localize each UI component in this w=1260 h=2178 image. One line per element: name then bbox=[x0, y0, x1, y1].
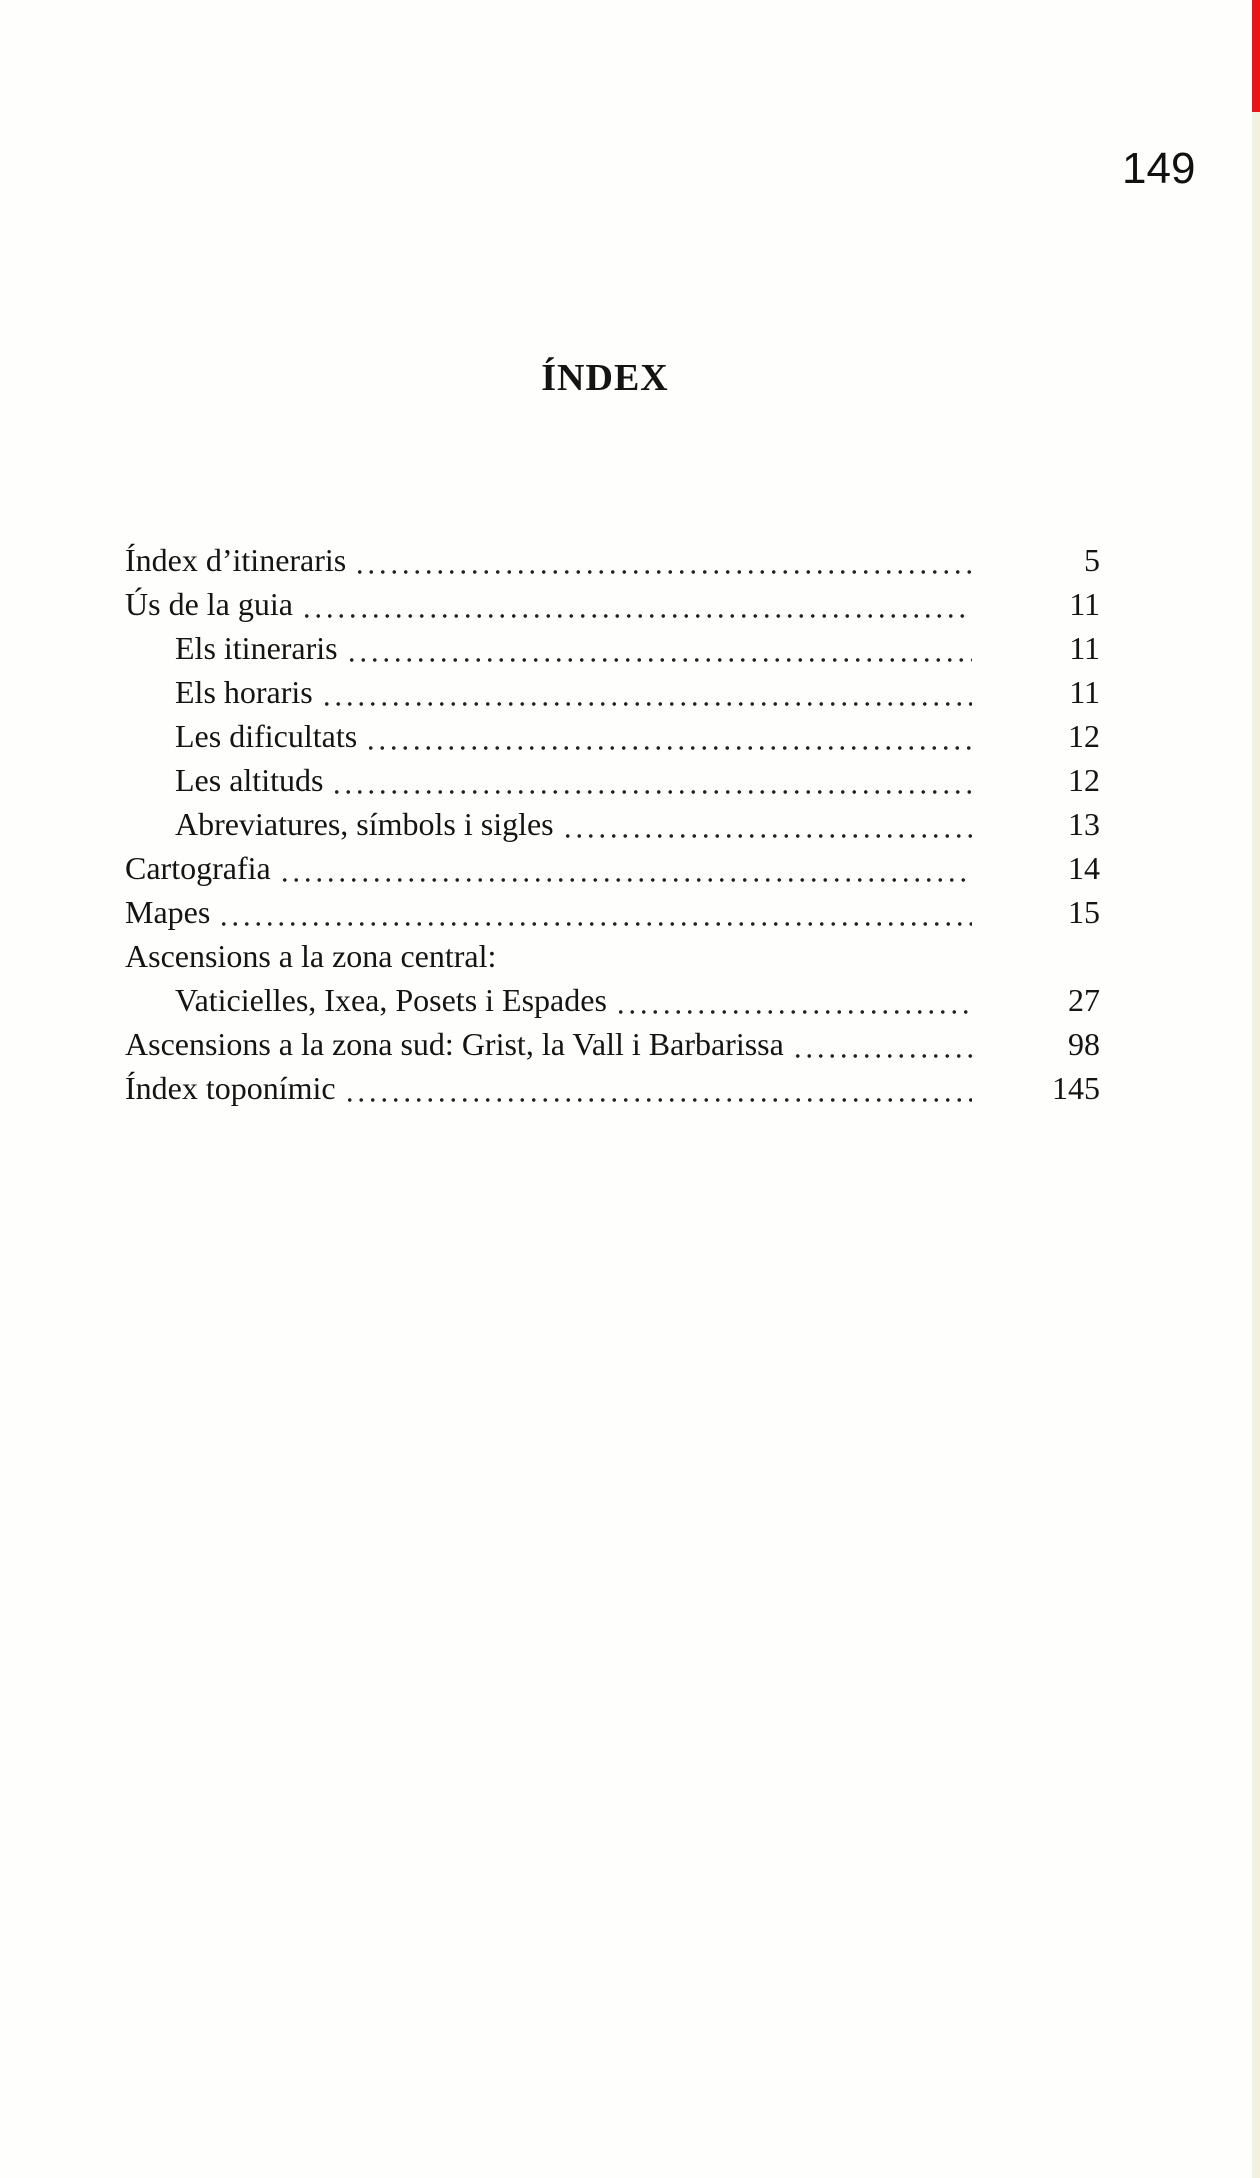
toc-entry-page: 145 bbox=[1052, 1070, 1100, 1106]
toc-entry-label: Cartografia bbox=[125, 850, 271, 886]
toc-entry[interactable] bbox=[125, 802, 1100, 846]
toc-entry[interactable] bbox=[125, 1066, 1100, 1110]
toc-entry-label: Abreviatures, símbols i sigles bbox=[175, 806, 554, 842]
toc-entry[interactable] bbox=[125, 934, 1100, 978]
toc-entry[interactable] bbox=[125, 890, 1100, 934]
toc-entry-page: 5 bbox=[1084, 542, 1100, 578]
page-edge bbox=[1252, 112, 1260, 2178]
toc-entry-page: 13 bbox=[1068, 806, 1100, 842]
red-edge-tab bbox=[1252, 0, 1260, 112]
toc-entry-page: 12 bbox=[1068, 718, 1100, 754]
dot-leader bbox=[346, 626, 972, 670]
toc-entry-page: 11 bbox=[1069, 674, 1100, 710]
toc-entry-page: 11 bbox=[1069, 586, 1100, 622]
toc-entry-label: Els itineraris bbox=[175, 630, 338, 666]
toc-entry[interactable] bbox=[125, 1022, 1100, 1066]
toc-entry-page: 15 bbox=[1068, 894, 1100, 930]
toc-entry-page: 12 bbox=[1068, 762, 1100, 798]
toc-entry-label: Índex toponímic bbox=[125, 1070, 336, 1106]
toc-entry[interactable] bbox=[125, 670, 1100, 714]
toc-entry-label: Ús de la guia bbox=[125, 586, 293, 622]
toc-entry-label: Vaticielles, Ixea, Posets i Espades bbox=[175, 982, 607, 1018]
toc-entry-page: 14 bbox=[1068, 850, 1100, 886]
toc-entry-page: 27 bbox=[1068, 982, 1100, 1018]
toc-entry-label: Les dificultats bbox=[175, 718, 358, 754]
page-title: ÍNDEX bbox=[541, 357, 669, 399]
dot-leader bbox=[279, 846, 972, 890]
toc-entry-page: 11 bbox=[1069, 630, 1100, 666]
dot-leader bbox=[354, 538, 972, 582]
toc-entry-label: Els horaris bbox=[175, 674, 313, 710]
toc-entry[interactable] bbox=[125, 758, 1100, 802]
toc-entry[interactable] bbox=[125, 538, 1100, 582]
table-of-contents bbox=[125, 538, 1100, 1110]
dot-leader bbox=[792, 1022, 972, 1066]
toc-entry-label: Les altituds bbox=[175, 762, 324, 798]
toc-entry-label: Índex d’itineraris bbox=[125, 542, 347, 578]
toc-entry-label: Ascensions a la zona sud: Grist, la Vall i Barbarissa bbox=[125, 1026, 784, 1062]
dot-leader bbox=[615, 978, 972, 1022]
dot-leader bbox=[562, 802, 972, 846]
toc-entry[interactable] bbox=[125, 626, 1100, 670]
dot-leader bbox=[365, 714, 972, 758]
dot-leader bbox=[321, 670, 972, 714]
dot-leader bbox=[218, 890, 972, 934]
toc-entry[interactable] bbox=[125, 846, 1100, 890]
dot-leader bbox=[344, 1066, 972, 1110]
dot-leader bbox=[301, 582, 972, 626]
page-number: 149 bbox=[1122, 144, 1196, 193]
toc-entry-page: 98 bbox=[1068, 1026, 1100, 1062]
dot-leader bbox=[331, 758, 972, 802]
toc-entry-label: Ascensions a la zona central: bbox=[125, 938, 497, 974]
toc-entry[interactable] bbox=[125, 582, 1100, 626]
toc-entry-label: Mapes bbox=[125, 894, 211, 930]
toc-entry[interactable] bbox=[125, 714, 1100, 758]
toc-entry[interactable] bbox=[125, 978, 1100, 1022]
